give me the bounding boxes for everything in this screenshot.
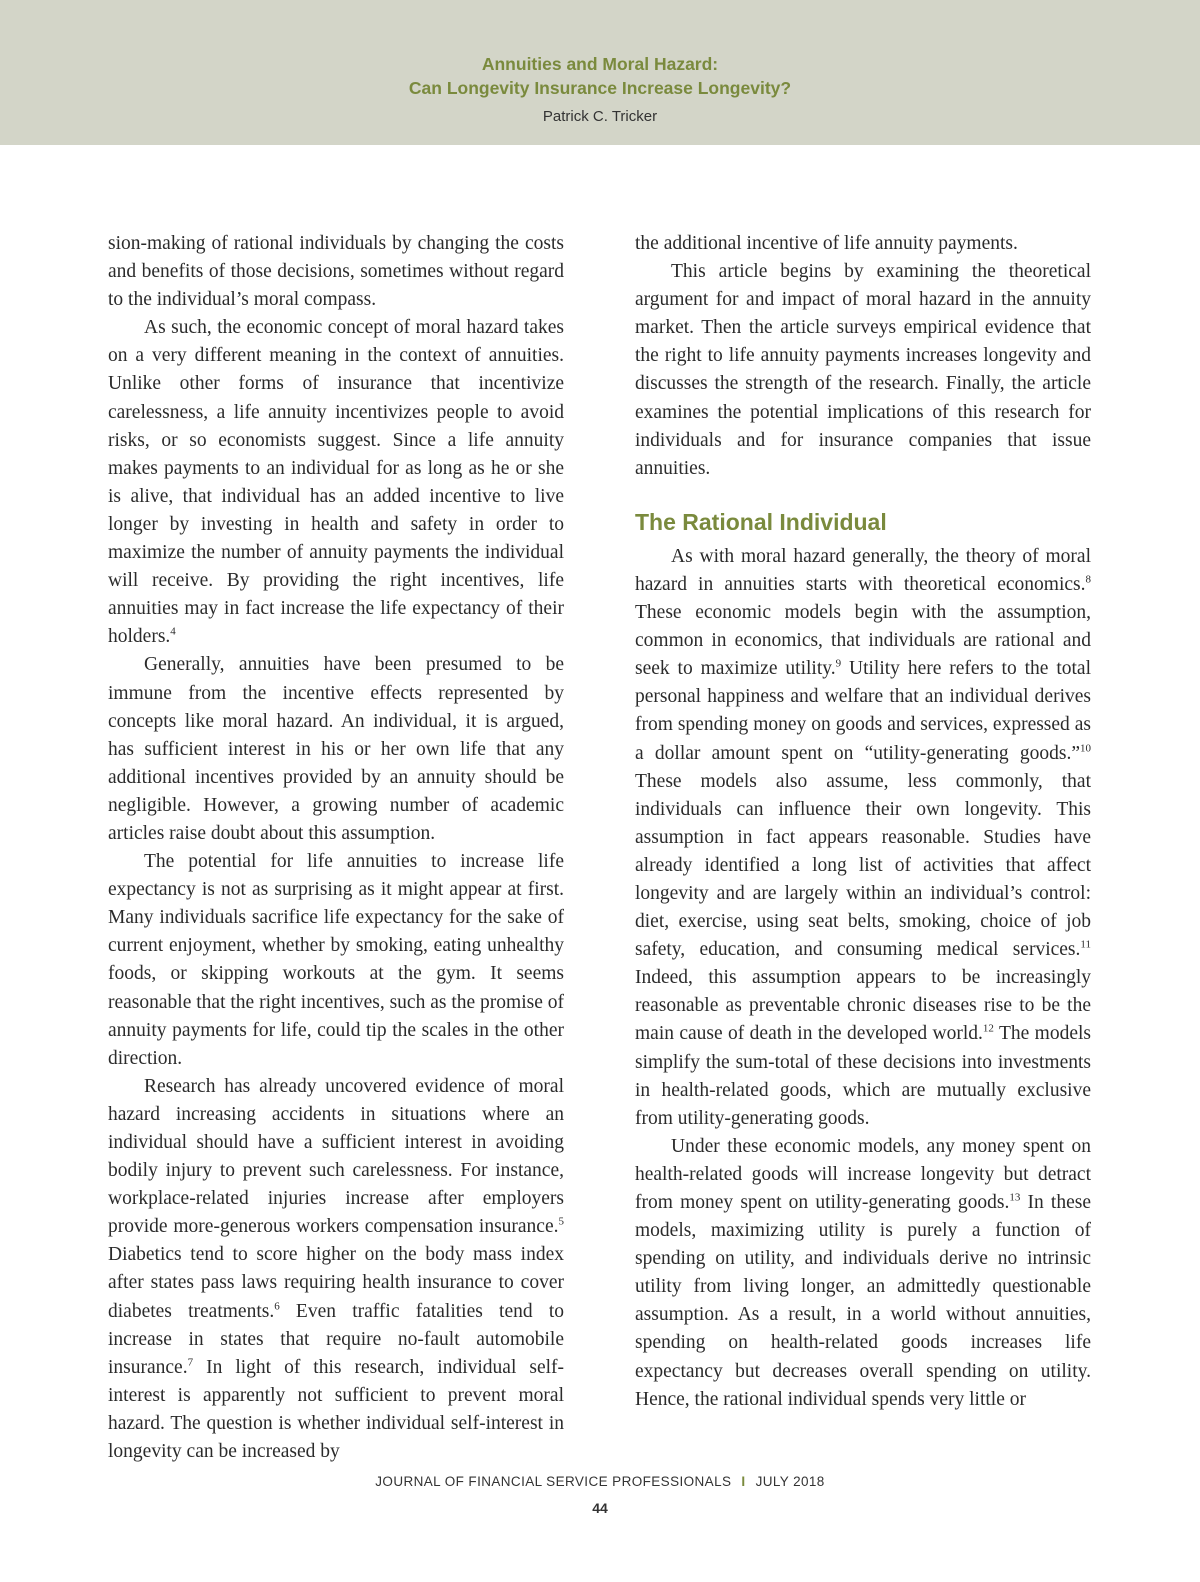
paragraph-text: sion-making of rational individuals by changing the costs and benefits of those decisions, sometimes without regard to the individual’s moral compass. — [108, 233, 564, 311]
article-title-line-2: Can Longevity Insurance Increase Longevity? — [408, 78, 792, 98]
paragraph-text: Generally, annuities have been presumed to be immune from the incentive effects represented by concepts like moral hazard. An individual, it is argued, has sufficient interest in his or her own life that any additional incentives provided by an annuity should be negligible. However, a growing number of academic articles raise doubt about this assumption. — [108, 654, 564, 844]
footnote-ref: 6 — [274, 1300, 280, 1313]
paragraph-text: Utility here refers to the total personal happiness and welfare that an individual derives from spending money on goods and services, expressed as a dollar amount spent on “utility-generating goods.” — [635, 658, 1091, 764]
paragraph — [108, 651, 564, 848]
footer-separator: I — [741, 1474, 746, 1489]
paragraph — [635, 230, 1091, 258]
paragraph-text: These models also assume, less commonly, that individuals can influence their own longevity. This assumption in fact appears reasonable. Studies have already identified a long list of activities that affect longevity and are largely within an individual’s control: diet, exercise, using seat belts, smoking, choice of job safety, education, and consuming medical services. — [635, 770, 1091, 961]
running-footer — [0, 1474, 1200, 1489]
paragraph — [108, 848, 564, 1073]
article-title-line-1: Annuities and Moral Hazard: — [481, 54, 719, 74]
paragraph — [635, 1133, 1091, 1414]
paragraph — [108, 230, 564, 314]
paragraph — [635, 258, 1091, 483]
paragraph-text: In these models, maximizing utility is purely a function of spending on utility, and individuals derive no intrinsic utility from living longer, an admittedly questionable assumption. As a result, in a world without annuities, spending on health-related goods increases life expectancy but decreases overall spending on utility. Hence, the rational individual spends very little or — [635, 1192, 1091, 1410]
paragraph-text: The models simplify the sum-total of these decisions into investments in health-related goods, which are mutually exclusive from utility-generating goods. — [635, 1023, 1091, 1129]
footnote-ref: 11 — [1080, 938, 1091, 951]
section-heading: The Rational Individual — [635, 508, 887, 535]
page-number: 44 — [592, 1500, 608, 1516]
paragraph-text: Diabetics tend to score higher on the body mass index after states pass laws requiring health insurance to cover diabetes treatments. — [108, 1244, 564, 1322]
journal-name: JOURNAL OF FINANCIAL SERVICE PROFESSIONALS — [375, 1474, 732, 1489]
footnote-ref: 13 — [1009, 1191, 1021, 1204]
running-header — [0, 0, 1200, 145]
paragraph-text: In light of this research, individual self-interest is apparently not sufficient to prevent moral hazard. The question is whether individual self-interest in longevity can be increased by — [108, 1356, 565, 1463]
issue-date: JULY 2018 — [755, 1474, 825, 1489]
paragraph-text: Under these economic models, any money spent on health-related goods will increase longevity but detract from money spent on utility-generating goods. — [635, 1135, 1091, 1213]
paragraph-text: As with moral hazard generally, the theory of moral hazard in annuities starts with theoretical economics. — [635, 545, 1091, 595]
left-column — [108, 230, 564, 1466]
paragraph-text: Indeed, this assumption appears to be increasingly reasonable as preventable chronic diseases rise to be the main cause of death in the developed world. — [635, 967, 1091, 1045]
footnote-ref: 12 — [982, 1022, 994, 1035]
footnote-ref: 5 — [558, 1215, 564, 1228]
paragraph-text: These economic models begin with the assumption, common in economics, that individuals are rational and seek to maximize utility. — [635, 602, 1091, 680]
right-column — [635, 230, 1091, 1414]
paragraph-text: Research has already uncovered evidence of moral hazard increasing accidents in situations where an individual should have a sufficient interest in avoiding bodily injury to prevent such carelessness. For instance, workplace-related injuries increase after employers provide more-generous workers compensation insurance. — [108, 1075, 564, 1238]
footnote-ref: 4 — [170, 625, 176, 638]
footnote-ref: 7 — [187, 1356, 194, 1369]
paragraph-text: This article begins by examining the theoretical argument for and impact of moral hazard in the annuity market. Then the article surveys empirical evidence that the right to life annuity payments increases longevity and discusses the strength of the research. Finally, the article examines the potential implications of this research for individuals and for insurance companies that issue annuities. — [635, 261, 1091, 479]
paragraph-text: the additional incentive of life annuity payments. — [635, 233, 1018, 254]
article-author: Patrick C. Tricker — [542, 108, 658, 125]
paragraph — [635, 543, 1091, 1133]
footnote-ref: 9 — [835, 657, 842, 670]
paragraph — [108, 1073, 564, 1466]
footnote-ref: 8 — [1085, 573, 1091, 586]
paragraph-text: As such, the economic concept of moral hazard takes on a very different meaning in the context of annuities. Unlike other forms of insurance that incentivize carelessness, a life annuity incentivizes people to avoid risks, or so economists suggest. Since a life annuity makes payments to an individual for as long as he or she is alive, that individual has an added incentive to live longer by investing in health and safety in order to maximize the number of annuity payments the individual will receive. By providing the right incentives, life annuities may in fact increase the life expectancy of their holders. — [108, 317, 564, 648]
paragraph-text: The potential for life annuities to increase life expectancy is not as surprising as it might appear at first. Many individuals sacrifice life expectancy for the sake of current enjoyment, whether by smoking, eating unhealthy foods, or skipping workouts at the gym. It seems reasonable that the right incentives, such as the promise of annuity payments for life, could tip the scales in the other direction. — [108, 851, 564, 1069]
paragraph-text: Even traffic fatalities tend to increase in states that require no-fault automobile insurance. — [108, 1300, 565, 1378]
paragraph — [108, 314, 564, 651]
footnote-ref: 10 — [1080, 742, 1091, 754]
